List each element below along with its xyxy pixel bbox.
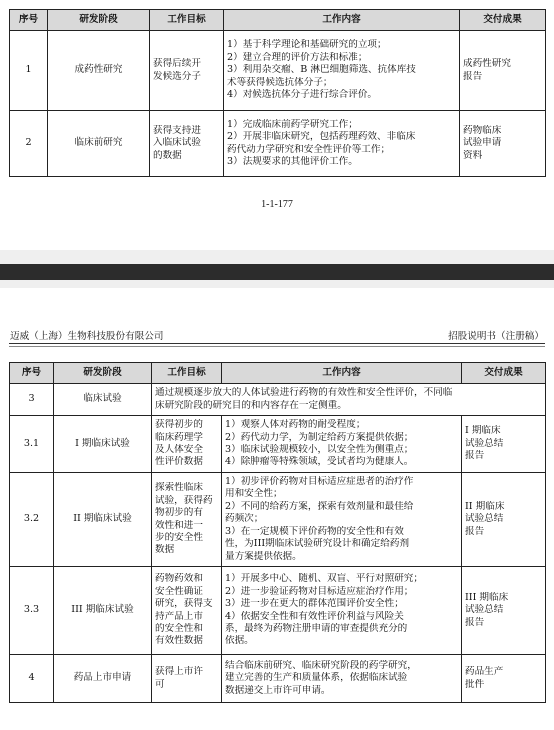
rd-stage-table-1 <box>9 9 546 177</box>
goal-line: 临床药理学 <box>155 431 203 443</box>
goal-line: 效性和进一 <box>155 519 203 531</box>
row-stage: III 期临床试验 <box>54 567 152 655</box>
content-line: 依据。 <box>225 635 254 647</box>
content-line: 3）利用杂交瘤、B 淋巴细胞筛选、抗体库技 <box>227 64 416 76</box>
col-header-stage: 研发阶段 <box>54 363 152 384</box>
row-deliverable <box>462 655 546 703</box>
row-deliverable <box>462 473 546 567</box>
row-stage: 临床前研究 <box>48 111 150 177</box>
content-line: 2）进一步验证药物对目标适应症治疗作用； <box>225 585 414 597</box>
goal-line: 获得后续开 <box>153 58 201 70</box>
goal-line: 数据 <box>155 544 175 556</box>
deliverable-line: 试验总结 <box>465 513 504 525</box>
goal-line: 获得上市许 <box>155 666 203 678</box>
content-line: 2）药代动力学，为制定给药方案提供依据； <box>225 431 414 443</box>
content-line: 3）法规要求的其他评价工作。 <box>227 155 358 167</box>
col-header-goal: 工作目标 <box>150 10 224 31</box>
col-header-deliverable: 交付成果 <box>460 10 546 31</box>
content-line: 4）对候选抗体分子进行综合评价。 <box>227 89 378 101</box>
table-row <box>10 31 546 111</box>
deliverable-line: 试验申请 <box>463 137 502 149</box>
deliverable-line: 试验总结 <box>465 604 504 616</box>
row-content <box>222 473 462 567</box>
row-deliverable <box>460 31 546 111</box>
content-line: 3）临床试验规模较小，以安全性为侧重点； <box>225 444 414 455</box>
col-header-no: 序号 <box>10 363 54 384</box>
table-row <box>10 111 546 177</box>
header-doc-title: 招股说明书（注册稿） <box>448 331 544 342</box>
goal-line: 的数据 <box>153 149 182 161</box>
row-stage: I 期临床试验 <box>54 416 152 473</box>
deliverable-line: III 期临床 <box>465 591 509 603</box>
row-goal <box>150 111 224 177</box>
row-deliverable <box>460 111 546 177</box>
content-line: 建立完善的生产和质量体系，依据临床试验 <box>225 672 408 684</box>
content-line: 1）基于科学理论和基础研究的立项； <box>227 39 387 51</box>
content-line: 性，为III期临床试验研究设计和确定给药剂 <box>225 538 410 550</box>
header-rule-thin <box>9 346 545 347</box>
content-line: 1）观察人体对药物的耐受程度； <box>225 419 366 431</box>
row-content <box>224 31 460 111</box>
row-merged-description <box>152 384 546 416</box>
content-line: 1）开展多中心、随机、双盲、平行对照研究； <box>225 573 423 585</box>
content-line: 量方案提供依据。 <box>225 550 302 562</box>
content-line: 2）不同的给药方案，探索有效剂量和最佳给 <box>225 500 414 512</box>
goal-line: 获得支持进 <box>153 124 201 136</box>
row-content <box>224 111 460 177</box>
row-no: 3 <box>10 384 54 416</box>
content-line: 2）开展非临床研究，包括药理药效、非临床 <box>227 131 416 143</box>
rd-stage-table-2 <box>9 362 546 703</box>
table-row <box>10 473 546 567</box>
table-row <box>10 655 546 703</box>
goal-line: 发候选分子 <box>153 70 201 82</box>
content-line: 床研究阶段的研究目的和内容存在一定侧重。 <box>155 399 347 411</box>
goal-line: 研究，获得支 <box>155 598 213 610</box>
row-goal <box>152 416 222 473</box>
col-header-no: 序号 <box>10 10 48 31</box>
content-line: 4）除肿瘤等特殊领域，受试者均为健康人。 <box>225 456 414 468</box>
content-line: 系，最终为药物注册申请的审查提供充分的 <box>225 622 408 634</box>
header-company: 迈威（上海）生物科技股份有限公司 <box>10 331 164 342</box>
row-no: 1 <box>10 31 48 111</box>
table-row <box>10 567 546 655</box>
row-goal <box>152 473 222 567</box>
page-number: 1-1-177 <box>261 199 293 210</box>
row-no: 3.2 <box>10 473 54 567</box>
goal-line: 有效性数据 <box>155 635 203 647</box>
deliverable-line: 批件 <box>465 678 485 690</box>
row-deliverable <box>462 567 546 655</box>
content-line: 2）建立合理的评价方法和标准； <box>227 51 368 63</box>
goal-line: 获得初步的 <box>155 419 203 431</box>
table-row <box>10 384 546 416</box>
row-deliverable <box>462 416 546 473</box>
row-no: 4 <box>10 655 54 703</box>
content-line: 1）完成临床前药学研究工作； <box>227 118 358 130</box>
content-line: 1）初步评价药物对目标适应症患者的治疗作 <box>225 476 414 488</box>
goal-line: 入临床试验 <box>153 137 201 149</box>
deliverable-line: II 期临床 <box>465 500 505 512</box>
row-goal <box>152 567 222 655</box>
content-line: 药频次； <box>225 513 264 525</box>
row-no: 2 <box>10 111 48 177</box>
page-separator <box>0 250 554 288</box>
goal-line: 可 <box>155 678 165 690</box>
deliverable-line: I 期临床 <box>465 425 501 437</box>
deliverable-line: 成药性研究 <box>463 58 511 70</box>
row-goal <box>152 655 222 703</box>
content-line: 药代动力学研究和安全性评价等工作； <box>227 143 391 155</box>
goal-line: 持产品上市 <box>155 610 203 622</box>
row-content <box>222 416 462 473</box>
row-stage: 成药性研究 <box>48 31 150 111</box>
deliverable-line: 报告 <box>465 450 485 462</box>
header-rule <box>9 343 545 344</box>
col-header-goal: 工作目标 <box>152 363 222 384</box>
col-header-stage: 研发阶段 <box>48 10 150 31</box>
content-line: 3）在一定规模下评价药物的安全性和有效 <box>225 525 404 537</box>
goal-line: 安全性确证 <box>155 585 203 597</box>
goal-line: 探索性临床 <box>155 482 203 494</box>
content-line: 数据递交上市许可申请。 <box>225 684 331 696</box>
content-line: 用和安全性； <box>225 488 283 500</box>
deliverable-line: 报告 <box>465 616 485 628</box>
row-no: 3.3 <box>10 567 54 655</box>
row-no: 3.1 <box>10 416 54 473</box>
content-line: 通过规模逐步放大的人体试验进行药物的有效性和安全性评价，不同临 <box>155 387 453 399</box>
row-stage: II 期临床试验 <box>54 473 152 567</box>
deliverable-line: 试验总结 <box>465 437 504 449</box>
row-content <box>222 655 462 703</box>
goal-line: 物初步的有 <box>155 507 203 519</box>
deliverable-line: 资料 <box>463 149 483 161</box>
content-line: 术等获得候选抗体分子； <box>227 76 333 88</box>
document-page-2 <box>0 288 554 730</box>
page-separator-shadow <box>0 264 554 280</box>
col-header-content: 工作内容 <box>222 363 462 384</box>
row-goal <box>150 31 224 111</box>
row-content <box>222 567 462 655</box>
deliverable-line: 药物临床 <box>463 124 502 136</box>
goal-line: 的安全性和 <box>155 622 203 634</box>
table-row <box>10 416 546 473</box>
content-line: 结合临床前研究、临床研究阶段的药学研究， <box>225 659 417 671</box>
col-header-content: 工作内容 <box>224 10 460 31</box>
table-header-row <box>10 363 546 384</box>
row-stage: 药品上市申请 <box>54 655 152 703</box>
table-header-row <box>10 10 546 31</box>
content-line: 3）进一步在更大的群体范围评价安全性； <box>225 598 404 610</box>
deliverable-line: 报告 <box>463 70 483 82</box>
row-stage: 临床试验 <box>54 384 152 416</box>
document-page-1 <box>0 0 554 250</box>
goal-line: 试验，获得药 <box>155 494 213 506</box>
goal-line: 性评价数据 <box>155 456 203 468</box>
goal-line: 药物药效和 <box>155 573 203 585</box>
goal-line: 步的安全性 <box>155 531 203 543</box>
goal-line: 及人体安全 <box>155 444 203 455</box>
content-line: 4）依据安全性和有效性评价利益与风险关 <box>225 610 404 622</box>
col-header-deliverable: 交付成果 <box>462 363 546 384</box>
deliverable-line: 报告 <box>465 525 485 537</box>
deliverable-line: 药品生产 <box>465 666 504 678</box>
